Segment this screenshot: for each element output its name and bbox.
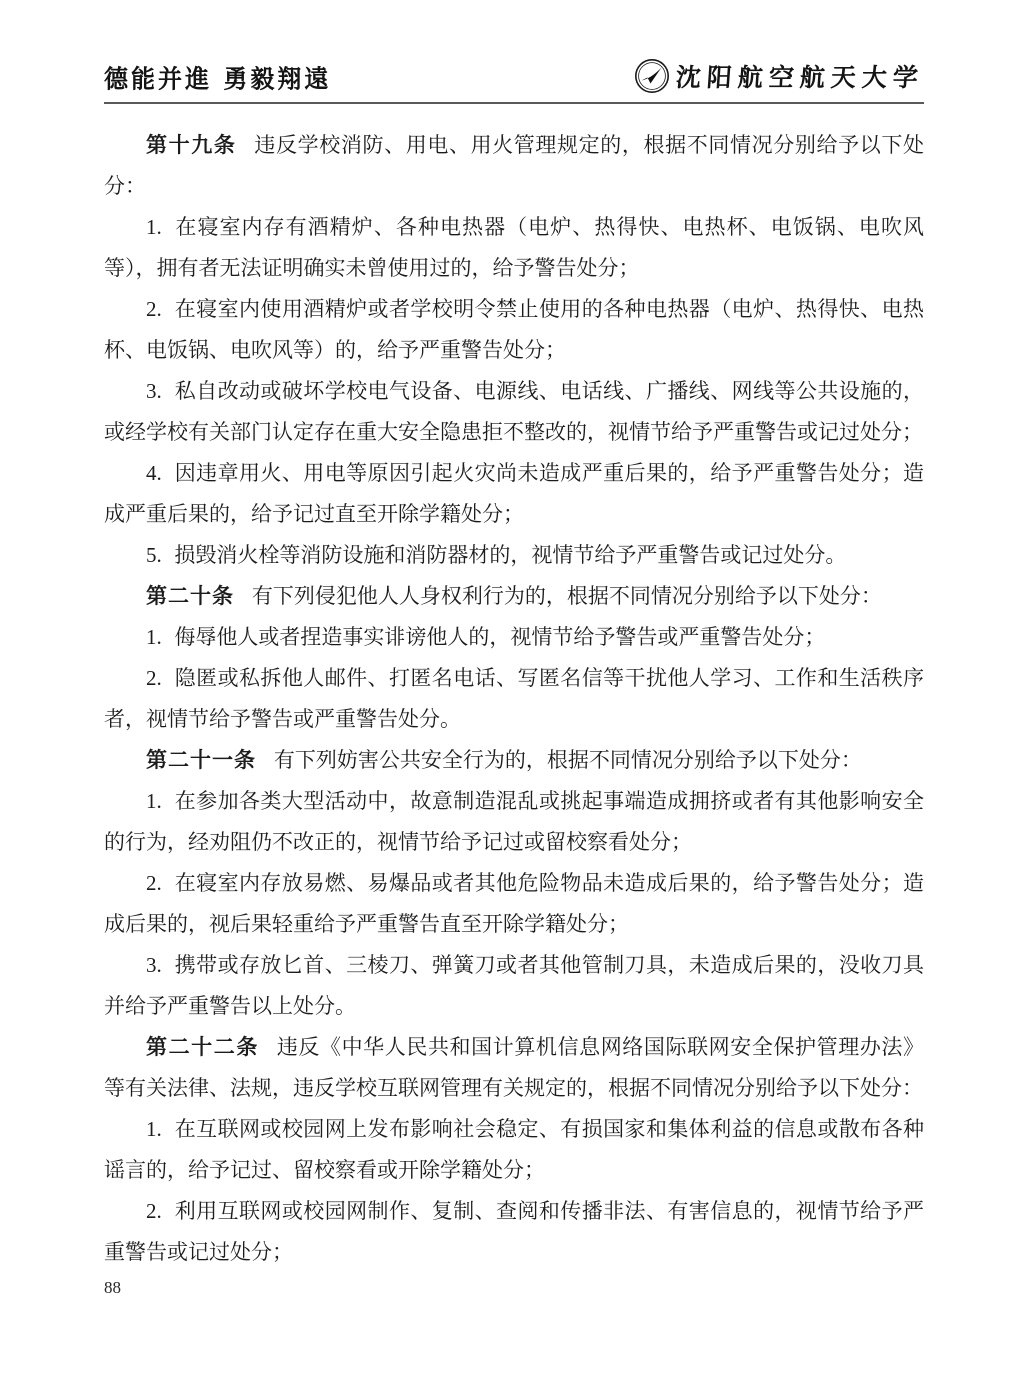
item-text: 侮辱他人或者捏造事实诽谤他人的，视情节给予警告或严重警告处分； (174, 625, 826, 649)
item-number: 2. (146, 297, 162, 321)
article-item (104, 535, 924, 576)
page-header (104, 0, 924, 94)
article-heading (104, 1027, 924, 1109)
article-intro-text: 有下列妨害公共安全行为的，根据不同情况分别给予以下处分： (273, 748, 862, 772)
article-item (104, 617, 924, 658)
item-number: 1. (146, 789, 162, 813)
article-item (104, 371, 924, 453)
header-divider (104, 102, 924, 104)
university-seal-icon (634, 58, 670, 94)
item-text: 因违章用火、用电等原因引起火灾尚未造成严重后果的，给予严重警告处分；造成严重后果的，给予记过直至开除学籍处分； (104, 461, 924, 526)
article-item (104, 945, 924, 1027)
university-brand (634, 58, 924, 94)
item-number: 2. (146, 1199, 162, 1223)
item-text: 私自改动或破坏学校电气设备、电源线、电话线、广播线、网线等公共设施的，或经学校有关部门认定存在重大安全隐患拒不整改的，视情节给予严重警告或记过处分； (104, 379, 924, 444)
article-heading (104, 576, 924, 617)
document-body (104, 125, 924, 1273)
item-text: 在寝室内存有酒精炉、各种电热器（电炉、热得快、电热杯、电饭锅、电吹风等），拥有者无法证明确实未曾使用过的，给予警告处分； (104, 215, 924, 280)
item-text: 携带或存放匕首、三棱刀、弹簧刀或者其他管制刀具，未造成后果的，没收刀具并给予严重警告以上处分。 (104, 953, 924, 1018)
article-intro-text: 违反《中华人民共和国计算机信息网络国际联网安全保护管理办法》等有关法律、法规，违反学校互联网管理有关规定的，根据不同情况分别给予以下处分： (104, 1035, 925, 1100)
item-text: 在参加各类大型活动中，故意制造混乱或挑起事端造成拥挤或者有其他影响安全的行为，经劝阻仍不改正的，视情节给予记过或留校察看处分； (104, 789, 924, 854)
item-number: 1. (146, 215, 162, 239)
article-item (104, 289, 924, 371)
item-text: 损毁消火栓等消防设施和消防器材的，视情节给予严重警告或记过处分。 (174, 543, 847, 567)
article-item (104, 1191, 924, 1273)
item-number: 4. (146, 461, 162, 485)
item-number: 3. (146, 379, 162, 403)
item-number: 5. (146, 543, 162, 567)
article-item (104, 781, 924, 863)
university-name: 沈阳航空航天大学 (674, 63, 925, 92)
item-number: 1. (146, 625, 162, 649)
article-item (104, 1109, 924, 1191)
article-item (104, 207, 924, 289)
school-motto: 德能并進 勇毅翔遠 (104, 63, 332, 94)
item-number: 3. (146, 953, 162, 977)
page-number: 88 (104, 1278, 121, 1297)
article-heading (104, 740, 924, 781)
article-number: 第二十条 (146, 585, 234, 608)
article-number: 第二十二条 (146, 1036, 259, 1059)
article-item (104, 453, 924, 535)
article-item (104, 658, 924, 740)
article-intro-text: 有下列侵犯他人人身权利行为的，根据不同情况分别给予以下处分： (251, 584, 882, 608)
item-number: 2. (146, 871, 162, 895)
item-text: 在寝室内存放易燃、易爆品或者其他危险物品未造成后果的，给予警告处分；造成后果的，视后果轻重给予严重警告直至开除学籍处分； (104, 871, 924, 936)
item-text: 在互联网或校园网上发布影响社会稳定、有损国家和集体利益的信息或散布各种谣言的，给予记过、留校察看或开除学籍处分； (104, 1117, 924, 1182)
item-text: 在寝室内使用酒精炉或者学校明令禁止使用的各种电热器（电炉、热得快、电热杯、电饭锅、电吹风等）的，给予严重警告处分； (104, 297, 924, 362)
article-item (104, 863, 924, 945)
article-number: 第十九条 (146, 134, 237, 157)
item-text: 利用互联网或校园网制作、复制、查阅和传播非法、有害信息的，视情节给予严重警告或记过处分； (104, 1199, 924, 1264)
article-intro-text: 违反学校消防、用电、用火管理规定的，根据不同情况分别给予以下处分： (104, 133, 925, 198)
article-number: 第二十一条 (146, 749, 256, 772)
item-number: 1. (146, 1117, 162, 1141)
item-text: 隐匿或私拆他人邮件、打匿名电话、写匿名信等干扰他人学习、工作和生活秩序者，视情节给予警告或严重警告处分。 (104, 666, 924, 731)
item-number: 2. (146, 666, 162, 690)
article-heading (104, 125, 924, 207)
